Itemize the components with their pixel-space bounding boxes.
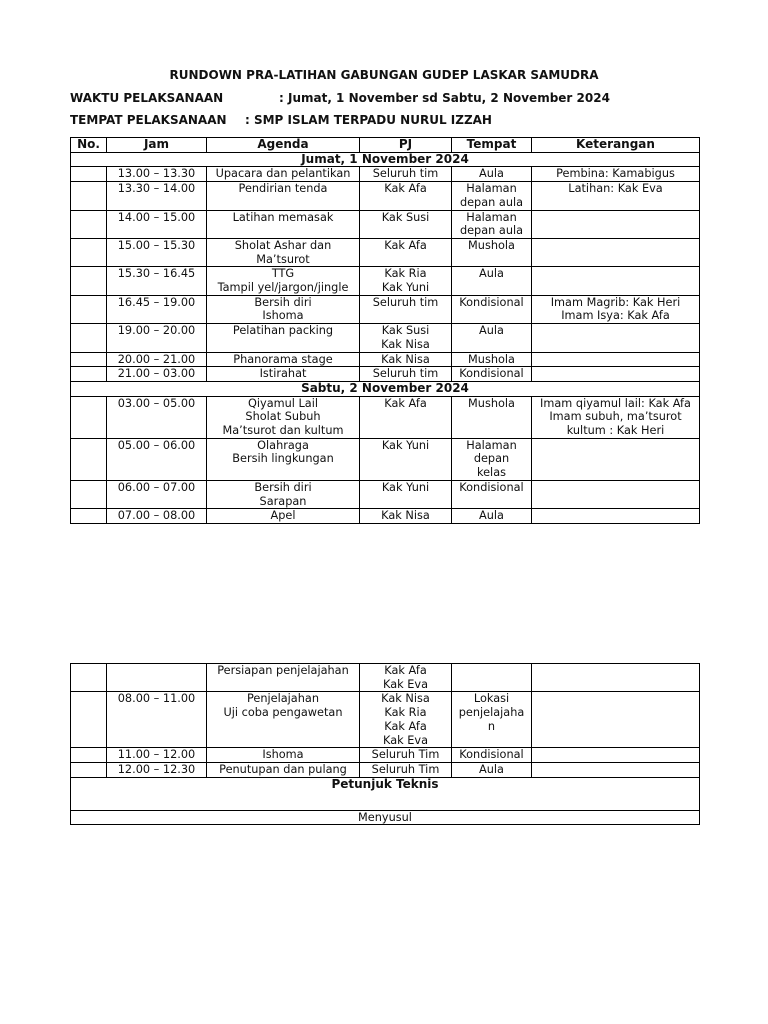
petunjuk-teknis-heading: Petunjuk Teknis [71,777,700,810]
cell-tempat [452,438,532,480]
cell-pj-line: Kak Eva [382,677,428,691]
cell-keterangan [532,352,700,367]
day-header-jumat-row [71,152,700,167]
cell-agenda [207,480,360,508]
cell-keterangan [532,396,700,438]
cell-jam: 15.30 – 16.45 [107,267,207,295]
cell-tempat-line: Aula [479,267,504,281]
table-row [71,210,700,238]
cell-tempat-line: Kondisional [459,748,524,762]
cell-agenda [207,267,360,295]
cell-pj-line: Kak Nisa [381,692,430,706]
cell-agenda-line: Penjelajahan [247,692,319,706]
cell-agenda-line: Tampil yel/jargon/jingle [217,281,349,295]
table-row [71,692,700,748]
table-row [71,267,700,295]
cell-pj [360,367,452,382]
cell-tempat [452,324,532,352]
cell-tempat-line: Mushola [468,396,515,410]
petunjuk-row [71,777,700,810]
cell-pj-line: Seluruh tim [372,367,439,381]
cell-agenda-line: Sarapan [259,494,307,508]
cell-keterangan [532,367,700,382]
cell-jam: 20.00 – 21.00 [107,352,207,367]
cell-agenda [207,748,360,763]
cell-tempat-line: penjelajaha [458,706,525,720]
cell-jam [107,664,207,692]
cell-tempat [452,352,532,367]
cell-agenda [207,324,360,352]
cell-no [71,692,107,748]
cell-pj-line: Kak Ria [384,267,427,281]
header-jam: Jam [107,138,207,153]
cell-keterangan [532,167,700,182]
table-row [71,396,700,438]
cell-tempat-line: Mushola [468,238,515,252]
cell-jam: 15.00 – 15.30 [107,238,207,266]
cell-agenda-line: Latihan memasak [232,210,334,224]
cell-no [71,748,107,763]
cell-pj-line: Seluruh Tim [371,748,440,762]
cell-no [71,396,107,438]
tempat-value: : SMP ISLAM TERPADU NURUL IZZAH [245,113,492,127]
cell-pj [360,480,452,508]
cell-tempat-line: Halaman [466,182,517,196]
menyusul-text: Menyusul [71,810,700,825]
cell-agenda-line: Apel [270,509,296,523]
cell-jam: 13.30 – 14.00 [107,182,207,210]
cell-pj [360,167,452,182]
cell-agenda-line: Upacara dan pelantikan [215,167,351,181]
cell-agenda [207,509,360,524]
cell-tempat [452,692,532,748]
cell-pj [360,748,452,763]
cell-agenda [207,352,360,367]
cell-tempat-line: depan aula [459,195,524,209]
cell-no [71,267,107,295]
cell-no [71,438,107,480]
menyusul-row [71,810,700,825]
cell-keterangan-line: Latihan: Kak Eva [568,182,663,196]
cell-tempat-line: n [487,719,496,733]
cell-pj [360,238,452,266]
day-header-jumat: Jumat, 1 November 2024 [71,152,700,167]
cell-keterangan [532,182,700,210]
cell-agenda-line: Olahraga [257,438,309,452]
cell-jam: 07.00 – 08.00 [107,509,207,524]
cell-pj-line: Kak Eva [382,733,428,747]
cell-pj-line: Kak Ria [384,706,427,720]
document-title: RUNDOWN PRA-LATIHAN GABUNGAN GUDEP LASKAR SAMUDRA [169,68,599,82]
table-row [71,438,700,480]
cell-pj [360,396,452,438]
cell-no [71,664,107,692]
cell-agenda [207,396,360,438]
table-row [71,762,700,777]
waktu-value: : Jumat, 1 November sd Sabtu, 2 November 2024 [279,91,610,105]
cell-agenda [207,238,360,266]
cell-agenda [207,295,360,323]
cell-keterangan [532,295,700,323]
cell-agenda [207,692,360,748]
cell-pj [360,762,452,777]
table-row [71,167,700,182]
cell-tempat [452,480,532,508]
cell-pj [360,438,452,480]
cell-no [71,238,107,266]
cell-pj-line: Seluruh tim [372,167,439,181]
cell-tempat [452,210,532,238]
cell-keterangan [532,438,700,480]
cell-no [71,367,107,382]
cell-tempat-line: depan aula [459,224,524,238]
cell-agenda-line: Phanorama stage [233,352,333,366]
cell-no [71,509,107,524]
cell-tempat [452,182,532,210]
cell-agenda-line: Bersih diri [254,480,312,494]
table-row [71,352,700,367]
cell-keterangan [532,238,700,266]
cell-pj-line: Kak Susi [381,324,430,338]
cell-pj-line: Kak Nisa [381,337,430,351]
cell-tempat [452,167,532,182]
cell-pj-line: Kak Yuni [381,480,430,494]
cell-tempat [452,509,532,524]
cell-tempat-line: depan [473,452,510,466]
cell-agenda [207,182,360,210]
cell-tempat-line: kelas [476,466,507,480]
cell-pj-line: Kak Yuni [381,438,430,452]
cell-tempat [452,367,532,382]
cell-agenda-line: Bersih lingkungan [232,452,334,466]
cell-no [71,210,107,238]
header-tempat: Tempat [452,138,532,153]
cell-agenda-line: Sholat Subuh [245,410,321,424]
cell-agenda-line: Pelatihan packing [232,324,334,338]
cell-pj-line: Seluruh tim [372,295,439,309]
cell-tempat-line: Halaman [466,210,517,224]
cell-agenda-line: TTG [271,267,295,281]
petunjuk-section [71,777,700,825]
table-row [71,182,700,210]
cell-no [71,182,107,210]
cell-keterangan-line: Imam Isya: Kak Afa [561,309,670,323]
cell-keterangan [532,210,700,238]
cell-tempat-line: Aula [479,324,504,338]
cell-agenda-line: Ma’tsurot dan kultum [222,424,344,438]
cell-keterangan-line: Pembina: Kamabigus [556,167,675,181]
cell-agenda-line: Istirahat [259,367,307,381]
cell-pj-line: Kak Afa [384,238,427,252]
cell-pj [360,664,452,692]
cell-agenda [207,664,360,692]
cell-agenda [207,167,360,182]
table-row [71,664,700,692]
cell-agenda-line: Ishoma [262,748,304,762]
cell-pj-line: Kak Afa [384,664,427,677]
cell-no [71,167,107,182]
cell-keterangan [532,324,700,352]
cell-jam: 08.00 – 11.00 [107,692,207,748]
cell-agenda [207,438,360,480]
cell-pj [360,692,452,748]
cell-no [71,762,107,777]
cell-jam: 03.00 – 05.00 [107,396,207,438]
cell-pj [360,295,452,323]
cell-keterangan [532,267,700,295]
header-no: No. [71,138,107,153]
waktu-label: WAKTU PELAKSANAAN [70,91,224,105]
cell-agenda-line: Uji coba pengawetan [223,706,343,720]
cell-tempat [452,267,532,295]
cell-agenda [207,210,360,238]
cell-keterangan [532,480,700,508]
cell-pj-line: Kak Afa [384,719,427,733]
cell-keterangan-line: Imam subuh, ma’tsurot [549,410,682,424]
cell-keterangan [532,762,700,777]
cell-tempat-line: Halaman [466,438,517,452]
cell-tempat [452,396,532,438]
cell-keterangan [532,692,700,748]
cell-tempat-line: Mushola [468,352,515,366]
rundown-table-body-page1 [71,152,700,523]
table-row [71,509,700,524]
cell-tempat [452,238,532,266]
cell-agenda-line: Sholat Ashar dan [234,238,332,252]
cell-agenda-line: Ma’tsurot [256,252,310,266]
cell-jam: 21.00 – 03.00 [107,367,207,382]
table-row [71,748,700,763]
cell-agenda-line: Bersih diri [254,295,312,309]
cell-pj [360,267,452,295]
cell-agenda [207,762,360,777]
cell-no [71,352,107,367]
cell-tempat-line: Aula [479,509,504,523]
cell-keterangan [532,748,700,763]
cell-tempat [452,664,532,692]
cell-tempat-line: Kondisional [459,295,524,309]
cell-no [71,295,107,323]
cell-agenda [207,367,360,382]
table-row [71,324,700,352]
cell-tempat [452,748,532,763]
cell-tempat-line: Aula [479,762,504,776]
cell-pj-line: Seluruh Tim [371,762,440,776]
cell-agenda-line: Pendirian tenda [238,182,328,196]
cell-jam: 14.00 – 15.00 [107,210,207,238]
cell-jam: 13.00 – 13.30 [107,167,207,182]
cell-tempat-line: Kondisional [459,480,524,494]
table-row [71,367,700,382]
cell-pj [360,210,452,238]
cell-jam: 19.00 – 20.00 [107,324,207,352]
cell-jam: 11.00 – 12.00 [107,748,207,763]
day-header-sabtu: Sabtu, 2 November 2024 [71,381,700,396]
table-row [71,480,700,508]
cell-pj-line: Kak Nisa [381,352,430,366]
day-header-sabtu-row [71,381,700,396]
cell-tempat [452,762,532,777]
cell-keterangan-line: Imam qiyamul lail: Kak Afa [540,396,691,410]
cell-pj-line: Kak Susi [381,210,430,224]
cell-pj [360,324,452,352]
cell-pj [360,182,452,210]
cell-pj-line: Kak Nisa [381,509,430,523]
rundown-table-page1 [70,137,700,524]
cell-agenda-line: Persiapan penjelajahan [217,664,349,677]
cell-tempat [452,295,532,323]
cell-keterangan [532,664,700,692]
cell-keterangan-line: kultum : Kak Heri [566,424,665,438]
header-keterangan: Keterangan [532,138,700,153]
cell-agenda-line: Qiyamul Lail [247,396,319,410]
cell-pj-line: Kak Yuni [381,281,430,295]
cell-pj-line: Kak Afa [384,182,427,196]
cell-pj-line: Kak Afa [384,396,427,410]
header-pj: PJ [360,138,452,153]
cell-no [71,324,107,352]
cell-tempat-line: Aula [479,167,504,181]
cell-jam: 05.00 – 06.00 [107,438,207,480]
cell-tempat-line: Lokasi [473,692,510,706]
cell-tempat-line: Kondisional [459,367,524,381]
cell-jam: 16.45 – 19.00 [107,295,207,323]
cell-keterangan-line: Imam Magrib: Kak Heri [550,295,681,309]
cell-agenda-line: Penutupan dan pulang [219,762,347,776]
header-agenda: Agenda [207,138,360,153]
cell-pj [360,352,452,367]
table-row [71,238,700,266]
table-row [71,295,700,323]
cell-agenda-line: Ishoma [262,309,304,323]
table-header-row [71,138,700,153]
rundown-table-body-page2 [71,664,700,778]
cell-keterangan [532,509,700,524]
cell-jam: 12.00 – 12.30 [107,762,207,777]
cell-no [71,480,107,508]
tempat-label: TEMPAT PELAKSANAAN [70,113,227,127]
rundown-table-page2 [70,663,700,825]
cell-jam: 06.00 – 07.00 [107,480,207,508]
cell-pj [360,509,452,524]
